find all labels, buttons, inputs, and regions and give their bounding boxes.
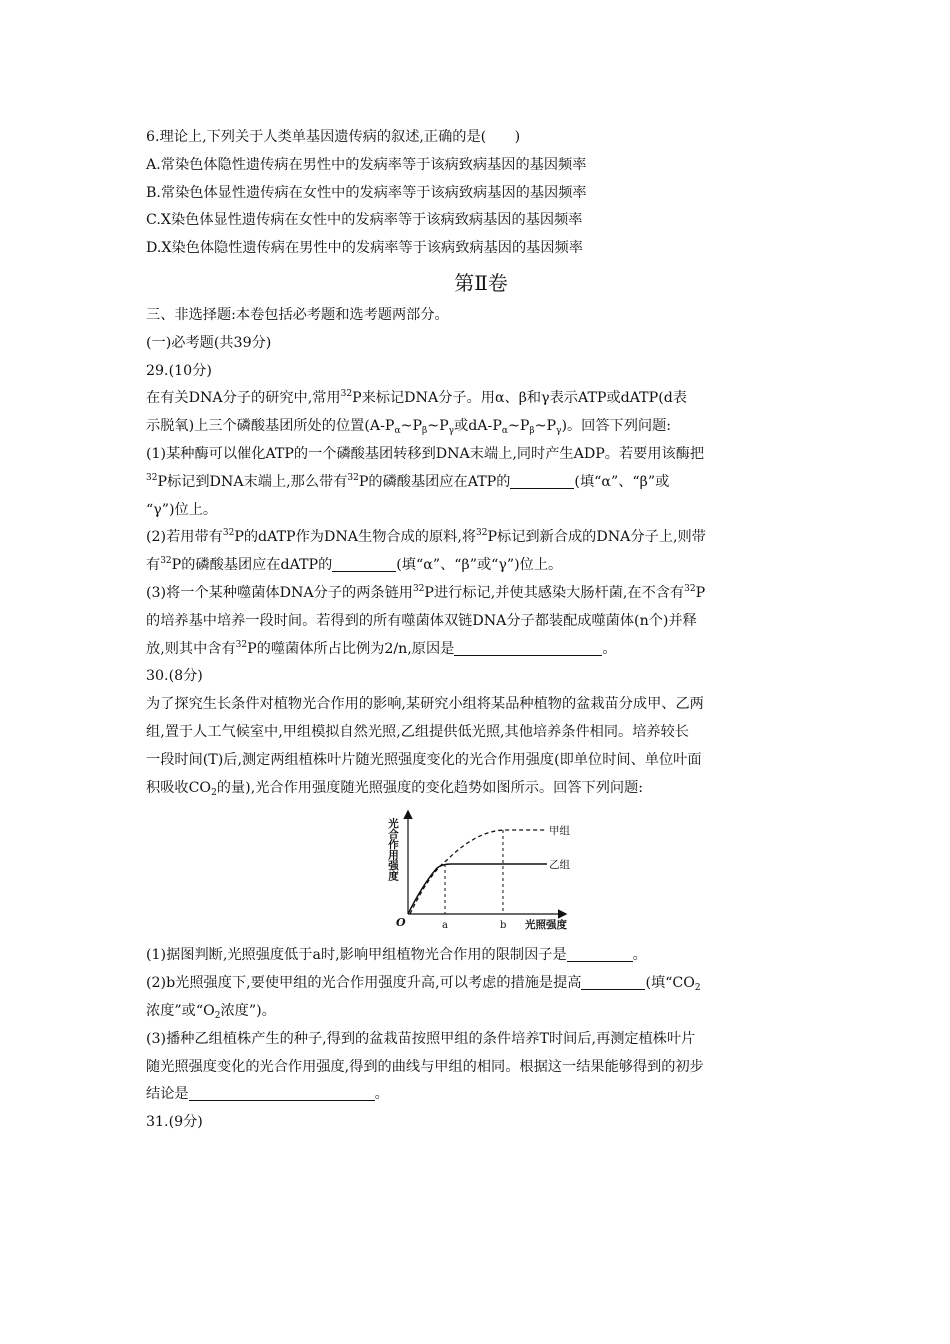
- q30-answer-blank-2[interactable]: [581, 973, 645, 990]
- q29-part3-line3: 放,则其中含有$^{32}$P的噬菌体所占比例为2/n,原因是 。: [146, 639, 617, 657]
- q6-stem: 6.理论上,下列关于人类单基因遗传病的叙述,正确的是( ): [146, 129, 521, 145]
- q6-option-a: A.常染色体隐性遗传病在男性中的发病率等于该病致病基因的基因频率: [146, 156, 587, 173]
- q30-answer-blank-3[interactable]: [189, 1084, 375, 1101]
- q30-stem-line2: 组,置于人工气候室中,甲组模拟自然光照,乙组提供低光照,其他培养条件相同。培养较长: [146, 723, 689, 740]
- q29-part3-line2: 的培养基中培养一段时间。若得到的所有噬菌体双链DNA分子都装配成噬菌体(n个)并释: [146, 612, 697, 629]
- q29-part1-line2: $^{32}$P标记到DNA末端上,那么带有$^{32}$P的磷酸基团应在ATP的 (填“α”、“β”或: [146, 472, 670, 490]
- q29-stem-line2: 示脱氧)上三个磷酸基团所处的位置($A-P_\alpha\sim P_\beta\sim P_\gamma$或$dA-P_\alpha\sim P_\beta\sim P_\gamma$)。回答下列问题:: [146, 418, 672, 437]
- q29-answer-blank-2[interactable]: [332, 555, 396, 572]
- x-tick-label-b: b: [500, 920, 507, 932]
- q30-heading: 30.(8分): [146, 668, 203, 685]
- section-intro: 三、非选择题:本卷包括必考题和选考题两部分。: [146, 306, 449, 323]
- q29-answer-blank-3[interactable]: [454, 639, 602, 656]
- q30-part3-line1: (3)播种乙组植株产生的种子,得到的盆栽苗按照甲组的条件培养T时间后,再测定植株叶片: [146, 1030, 696, 1047]
- q29-part2-line1: (2)若用带有$^{32}$P的dATP作为DNA生物合成的原料,将$^{32}$P标记到新合成的DNA分子上,则带: [146, 528, 706, 546]
- x-tick-label-a: a: [442, 920, 448, 932]
- section-title: 第Ⅱ卷: [454, 270, 508, 295]
- q30-part3-line2: 随光照强度变化的光合作用强度,得到的曲线与甲组的相同。根据这一结果能够得到的初步: [146, 1058, 704, 1075]
- series-label-yizu: 乙组: [549, 859, 570, 872]
- photosynthesis-chart-container: [146, 802, 816, 942]
- series-line-jiazu: [410, 830, 547, 914]
- q29-part1-line1: (1)某种酶可以催化ATP的一个磷酸基团转移到DNA末端上,同时产生ADP。若要用该酶把: [146, 445, 705, 462]
- q30-part1: (1)据图判断,光照强度低于a时,影响甲组植物光合作用的限制因子是 。: [146, 947, 647, 964]
- q29-part1-line3: “γ”)位上。: [146, 501, 218, 518]
- series-line-yizu: [408, 864, 547, 914]
- q30-part3-line3: 结论是 。: [146, 1086, 389, 1103]
- required-heading: (一)必考题(共39分): [146, 334, 272, 351]
- q30-stem-line3: 一段时间(T)后,测定两组植株叶片随光照强度变化的光合作用强度(即单位时间、单位叶面: [146, 751, 702, 768]
- y-axis-label: 光合作用强度: [387, 818, 399, 882]
- q29-answer-blank-1[interactable]: [510, 472, 574, 489]
- q6-option-d: D.X染色体隐性遗传病在男性中的发病率等于该病致病基因的基因频率: [146, 240, 583, 257]
- q29-stem-line1: 在有关DNA分子的研究中,常用$^{32}$P来标记DNA分子。用α、β和γ表示ATP或dATP(d表: [146, 389, 687, 407]
- photosynthesis-chart: [379, 804, 579, 936]
- q30-answer-blank-1[interactable]: [567, 945, 633, 962]
- q29-part3-line1: (3)将一个某种噬菌体DNA分子的两条链用$^{32}$P进行标记,并使其感染大肠杆菌,在不含有$^{32}$P: [146, 583, 706, 601]
- x-axis-label: 光照强度: [525, 919, 567, 932]
- q31-heading: 31.(9分): [146, 1114, 203, 1131]
- document-page: [146, 124, 816, 1137]
- series-label-jiazu: 甲组: [549, 825, 570, 838]
- q30-part2-line2: 浓度”或“$O_2$浓度”)。: [146, 1002, 276, 1021]
- origin-label: O: [396, 916, 406, 930]
- q29-heading: 29.(10分): [146, 362, 212, 379]
- q30-stem-line1: 为了探究生长条件对植物光合作用的影响,某研究小组将某品种植物的盆栽苗分成甲、乙两: [146, 696, 704, 713]
- q6-option-c: C.X染色体显性遗传病在女性中的发病率等于该病致病基因的基因频率: [146, 212, 583, 229]
- q6-option-b: B.常染色体显性遗传病在女性中的发病率等于该病致病基因的基因频率: [146, 184, 587, 201]
- q30-stem-line4: 积吸收$CO_2$的量),光合作用强度随光照强度的变化趋势如图所示。回答下列问题:: [146, 779, 644, 798]
- q29-part2-line2: 有$^{32}$P的磷酸基团应在dATP的 (填“α”、“β”或“γ”)位上。: [146, 556, 563, 574]
- q30-part2-line1: (2)b光照强度下,要使甲组的光合作用强度升高,可以考虑的措施是提高 (填“$CO_2$: [146, 975, 701, 994]
